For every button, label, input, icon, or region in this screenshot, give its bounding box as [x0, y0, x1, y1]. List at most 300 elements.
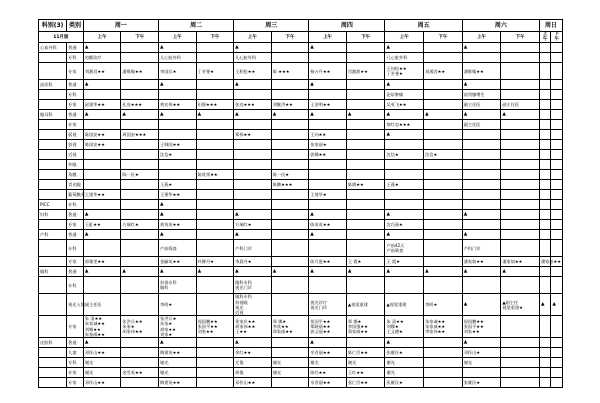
header-day-1: 周一 [83, 20, 158, 32]
schedule-cell: 郑 娜★ 李欣★★ 郑家威★★ [271, 316, 309, 338]
schedule-cell [346, 140, 385, 150]
schedule-cell: 刘湘君★★ [83, 63, 121, 80]
header-pm: 下午 [501, 32, 540, 43]
schedule-cell: 余红★★ [234, 348, 272, 358]
schedule-cell [539, 277, 550, 294]
schedule-cell: 金雪英★★ [121, 368, 159, 378]
schedule-cell [309, 277, 347, 294]
schedule-cell: ▲ [539, 294, 550, 316]
schedule-cell: 黎红忠★★★ [385, 120, 424, 130]
schedule-cell: 谢光 [271, 368, 309, 378]
schedule-cell [83, 160, 121, 170]
schedule-cell [501, 277, 540, 294]
schedule-cell [121, 80, 159, 90]
schedule-cell: 王虹★★ [83, 220, 121, 230]
category-cell: 视光入镜 [67, 294, 84, 316]
header-am: 上午 [83, 32, 121, 43]
schedule-cell [121, 180, 159, 190]
dept-cell [39, 120, 67, 130]
schedule-cell: 李明★ [424, 294, 463, 316]
schedule-cell [346, 120, 385, 130]
schedule-cell: ▲ [159, 338, 197, 348]
category-cell: 专家 [67, 378, 84, 388]
schedule-cell [346, 80, 385, 90]
header-pm: 下午 [196, 32, 234, 43]
schedule-cell [234, 190, 272, 200]
schedule-cell: ▲ [271, 110, 309, 120]
schedule-cell [234, 90, 272, 100]
schedule-cell: 孔亮★★★ [121, 100, 159, 110]
schedule-cell [551, 43, 563, 53]
schedule-cell [234, 180, 272, 190]
schedule-cell: 潘维翰★★ [462, 63, 501, 80]
schedule-cell [385, 160, 424, 170]
table-row [39, 368, 563, 378]
table-row [39, 150, 563, 160]
schedule-cell [196, 210, 234, 220]
schedule-cell [551, 368, 563, 378]
schedule-cell [196, 230, 234, 240]
dept-cell [39, 190, 67, 200]
dept-cell: 产科 [39, 230, 67, 240]
schedule-cell [196, 180, 234, 190]
dept-cell [39, 378, 67, 388]
schedule-cell [83, 180, 121, 190]
schedule-cell [539, 170, 550, 180]
schedule-cell [196, 90, 234, 100]
schedule-cell [196, 358, 234, 368]
schedule-table [38, 19, 563, 388]
category-cell: 外眼 [67, 160, 84, 170]
schedule-cell: 陈 ★★★ [271, 63, 309, 80]
schedule-cell: ▲ [424, 110, 463, 120]
schedule-cell: 朱 清★★ 刘娜★ 王文德★ [385, 316, 424, 338]
schedule-cell [501, 378, 540, 388]
schedule-cell: ▲ [83, 110, 121, 120]
table-row [39, 338, 563, 348]
schedule-cell [551, 130, 563, 140]
schedule-cell [539, 110, 550, 120]
schedule-cell: ▲ [234, 80, 272, 90]
schedule-cell [551, 80, 563, 90]
header-am: 上午 [234, 32, 272, 43]
schedule-cell [551, 190, 563, 200]
schedule-cell [346, 90, 385, 100]
dept-cell [39, 90, 67, 100]
header-pm: 下午 [424, 32, 463, 43]
schedule-cell: 张亮★★★ [234, 100, 272, 110]
schedule-cell [121, 277, 159, 294]
schedule-cell [309, 200, 347, 210]
category-cell: 弱视 [67, 130, 84, 140]
schedule-cell: 金嗣英★★ [159, 257, 197, 267]
category-cell: 专家 [67, 100, 84, 110]
schedule-cell: 张洪兵★★ 朱家★ 胡家伟★★ [121, 316, 159, 338]
schedule-cell: 周国安★★★ [121, 130, 159, 140]
schedule-cell: 辛晋丽★★ [309, 378, 347, 388]
schedule-cell: ▲ [234, 43, 272, 53]
schedule-cell [501, 316, 540, 338]
schedule-cell: ▲视觉重建 [346, 294, 385, 316]
schedule-cell [551, 378, 563, 388]
schedule-cell: 眼科专科 斜视眼 视光 近视 [234, 294, 272, 316]
schedule-cell: 潘维翰★★ [121, 63, 159, 80]
schedule-cell [539, 230, 550, 240]
schedule-cell [234, 200, 272, 210]
schedule-cell [346, 130, 385, 140]
category-cell: 专科 [67, 277, 84, 294]
category-cell: 专家 [67, 63, 84, 80]
header-day-7: 周日 [539, 20, 562, 32]
schedule-cell: 王 霞★ [346, 257, 385, 267]
schedule-cell: ▲ [462, 294, 501, 316]
schedule-cell [346, 240, 385, 257]
schedule-cell [424, 230, 463, 240]
schedule-cell [551, 110, 563, 120]
schedule-cell [309, 120, 347, 130]
schedule-cell: 张国平★★ 郑晓丽★★ 郭文丽★★ [309, 316, 347, 338]
schedule-cell: 潘家如★★ [539, 257, 550, 267]
schedule-cell [385, 170, 424, 180]
schedule-cell: ▲ [83, 43, 121, 53]
schedule-cell: 田强★★★ [196, 100, 234, 110]
table-row [39, 63, 563, 80]
schedule-cell [539, 140, 550, 150]
schedule-cell [196, 277, 234, 294]
schedule-cell [539, 160, 550, 170]
dept-cell: 妇科 [39, 210, 67, 220]
schedule-cell [196, 294, 234, 316]
schedule-cell: 泌尿肿瘤 [385, 90, 424, 100]
schedule-cell [424, 257, 463, 267]
schedule-cell [501, 348, 540, 358]
schedule-cell: 王向★★ [309, 130, 347, 140]
schedule-cell [551, 53, 563, 63]
dept-cell: 心血外科 [39, 43, 67, 53]
schedule-cell [551, 180, 563, 190]
schedule-cell [121, 120, 159, 130]
schedule-cell [271, 240, 309, 257]
schedule-cell: ▲ [121, 267, 159, 277]
schedule-cell: 邓怀山★★ [83, 348, 121, 358]
schedule-cell [462, 53, 501, 63]
schedule-cell: 王积松★★ [234, 63, 272, 80]
schedule-cell: ▲ [159, 267, 197, 277]
schedule-cell [501, 80, 540, 90]
table-row [39, 140, 563, 150]
schedule-cell: 邓怀山★★ [234, 378, 272, 388]
header-pm: 下午 [271, 32, 309, 43]
schedule-cell [271, 130, 309, 140]
schedule-cell: ▲ [159, 80, 197, 90]
schedule-cell [271, 338, 309, 348]
category-cell: 专科 [67, 240, 84, 257]
schedule-cell [539, 120, 550, 130]
schedule-cell [424, 140, 463, 150]
schedule-cell [271, 80, 309, 90]
schedule-cell: ▲ [501, 110, 540, 120]
header-pm-vertical: 下 午 [551, 32, 563, 43]
header-type: 类别 [67, 20, 84, 32]
table-row [39, 358, 563, 368]
schedule-cell [159, 90, 197, 100]
schedule-cell [121, 150, 159, 160]
schedule-cell: 谢光 [462, 358, 501, 368]
schedule-cell: 张仁臣★★ [346, 378, 385, 388]
schedule-cell [385, 140, 424, 150]
schedule-cell [462, 130, 501, 140]
schedule-cell: 邓怀山★ [462, 348, 501, 358]
schedule-cell [424, 240, 463, 257]
dept-cell [39, 316, 67, 338]
schedule-cell [501, 180, 540, 190]
schedule-cell: ▲ [271, 267, 309, 277]
schedule-cell: 儿心脏外科 [385, 53, 424, 63]
schedule-cell [196, 240, 234, 257]
schedule-cell [346, 220, 385, 230]
schedule-cell: ▲ [83, 338, 121, 348]
schedule-cell [551, 200, 563, 210]
schedule-cell [271, 200, 309, 210]
schedule-cell: 刘继洪★★ [271, 100, 309, 110]
schedule-cell [539, 53, 550, 63]
schedule-cell [83, 170, 121, 180]
schedule-cell [121, 190, 159, 200]
schedule-cell [424, 43, 463, 53]
schedule-cell: 房颤治疗 [83, 53, 121, 63]
schedule-cell [346, 53, 385, 63]
dept-cell [39, 150, 67, 160]
dept-cell: PICC [39, 200, 67, 210]
schedule-cell: ▲ [385, 130, 424, 140]
schedule-cell: ▲ [159, 200, 197, 210]
category-cell: 专科 [67, 53, 84, 63]
schedule-cell [121, 378, 159, 388]
table-row [39, 130, 563, 140]
schedule-cell: ▲ [309, 43, 347, 53]
schedule-cell: ▲ [234, 230, 272, 240]
schedule-cell [196, 160, 234, 170]
schedule-cell: 陈耕★★ [346, 180, 385, 190]
schedule-cell [462, 160, 501, 170]
schedule-cell [234, 140, 272, 150]
schedule-cell: 张洪兵★ 朱家★ 胡家★★ 刘家★ [159, 316, 197, 338]
header-am: 上午 [309, 32, 347, 43]
category-cell: 普通 [67, 267, 84, 277]
schedule-cell: ▲ [159, 210, 197, 220]
schedule-cell [424, 210, 463, 220]
header-am: 上午 [385, 32, 424, 43]
schedule-cell: 谢光 [83, 368, 121, 378]
schedule-cell: 产前筛查 [159, 240, 197, 257]
category-cell: 专家 [67, 220, 84, 230]
schedule-cell [424, 100, 463, 110]
category-cell: 专科 [67, 200, 84, 210]
schedule-cell: 儿心脏外科 [159, 53, 197, 63]
dept-cell [39, 277, 67, 294]
schedule-cell [346, 150, 385, 160]
schedule-cell [121, 348, 159, 358]
table-row [39, 294, 563, 316]
schedule-cell [501, 240, 540, 257]
schedule-cell: 吴英飞★★ [385, 100, 424, 110]
dept-cell [39, 63, 67, 80]
schedule-cell [539, 368, 550, 378]
schedule-cell [539, 338, 550, 348]
schedule-cell: 陶建英★★ [159, 348, 197, 358]
schedule-cell [196, 220, 234, 230]
schedule-cell [424, 53, 463, 63]
schedule-cell: ▲ [234, 210, 272, 220]
schedule-cell [121, 43, 159, 53]
schedule-cell: ▲ [462, 267, 501, 277]
schedule-cell [539, 348, 550, 358]
schedule-cell: ▲ [159, 110, 197, 120]
schedule-cell [83, 150, 121, 160]
schedule-cell: 肖湘波★★ [346, 63, 385, 80]
schedule-cell: 视国鹏★★ 张国平★★ 刘家★★ [196, 316, 234, 338]
schedule-cell [121, 210, 159, 220]
schedule-cell [346, 277, 385, 294]
schedule-cell: 李明★ [159, 294, 197, 316]
schedule-cell: ▲ [551, 294, 563, 316]
category-cell: 普通 [67, 210, 84, 220]
category-cell: 普通 [67, 43, 84, 53]
schedule-cell: 辛晋丽★★ [309, 348, 347, 358]
schedule-cell [501, 210, 540, 220]
schedule-cell [462, 277, 501, 294]
schedule-cell: ▲ [385, 267, 424, 277]
schedule-cell [121, 230, 159, 240]
schedule-cell [196, 378, 234, 388]
dept-cell: 眼科 [39, 267, 67, 277]
dept-cell: 眼耳科 [39, 110, 67, 120]
schedule-cell: 陈鹏★★★ [271, 180, 309, 190]
schedule-cell: ▲ [196, 267, 234, 277]
schedule-cell: 王何松★★ 丁芳斐★ [385, 63, 424, 80]
schedule-cell: 谢光 [385, 368, 424, 378]
schedule-cell: 产前42天 产前筛查 [385, 240, 424, 257]
category-cell: 普通 [67, 338, 84, 348]
schedule-cell: 斜视专科 眼科 [159, 277, 197, 294]
schedule-cell [539, 80, 550, 90]
schedule-cell [385, 190, 424, 200]
schedule-cell [551, 120, 563, 130]
schedule-cell [424, 277, 463, 294]
schedule-cell: 副主任医 [83, 294, 121, 316]
schedule-cell: 陈欣荣★★ [196, 170, 234, 180]
schedule-cell [159, 170, 197, 180]
schedule-cell [501, 220, 540, 230]
schedule-cell: 陈月庭★★ [309, 257, 347, 267]
dept-cell: 皮肤科 [39, 338, 67, 348]
schedule-cell [539, 43, 550, 53]
schedule-cell [196, 140, 234, 150]
dept-cell [39, 220, 67, 230]
category-cell: 专科 [67, 90, 84, 100]
schedule-cell: ▲ [159, 43, 197, 53]
schedule-cell [309, 240, 347, 257]
schedule-cell [309, 170, 347, 180]
header-am-vertical: 上 午 [539, 32, 550, 43]
schedule-cell: 陶建英★★ [159, 378, 197, 388]
schedule-cell: 沈信★ [424, 150, 463, 160]
schedule-cell [271, 220, 309, 230]
table-row [39, 180, 563, 190]
category-cell: 专家 [67, 316, 84, 338]
schedule-cell [424, 200, 463, 210]
schedule-cell [271, 190, 309, 200]
header-dept: 科别(3) [39, 20, 67, 32]
schedule-body [39, 43, 563, 388]
schedule-cell [501, 140, 540, 150]
schedule-cell [346, 338, 385, 348]
schedule-cell [424, 358, 463, 368]
table-row [39, 210, 563, 220]
schedule-cell [501, 63, 540, 80]
schedule-cell: 朱家诚★★ 朱家威★★ 李家伟★★ [424, 316, 463, 338]
schedule-cell [121, 160, 159, 170]
category-cell: 近视 [67, 150, 84, 160]
schedule-cell [424, 80, 463, 90]
schedule-cell [271, 140, 309, 150]
schedule-cell [424, 160, 463, 170]
schedule-cell [501, 358, 540, 368]
schedule-cell: 王建华★ [309, 190, 347, 200]
schedule-cell [346, 190, 385, 200]
schedule-cell [462, 200, 501, 210]
schedule-cell: 副主任医 [462, 100, 501, 110]
schedule-cell [462, 140, 501, 150]
schedule-cell: ▲ [121, 110, 159, 120]
schedule-cell: 眼科专科 视光门诊 [234, 277, 272, 294]
schedule-cell: 李晨丹★ [234, 257, 272, 267]
dept-cell [39, 100, 67, 110]
schedule-cell: 潘家如★★ [501, 257, 540, 267]
schedule-cell [424, 378, 463, 388]
schedule-cell: 邱建华★★ [83, 100, 121, 110]
schedule-cell [551, 150, 563, 160]
category-cell: 专家 [67, 257, 84, 267]
schedule-cell [462, 150, 501, 160]
schedule-cell [462, 220, 501, 230]
dept-cell [39, 140, 67, 150]
schedule-cell [501, 368, 540, 378]
category-cell: 普通 [67, 110, 84, 120]
schedule-cell [551, 348, 563, 358]
schedule-cell: 王韩国★★ [159, 140, 197, 150]
category-cell: 普通 [67, 80, 84, 90]
schedule-cell: ▲ [462, 43, 501, 53]
schedule-cell [346, 200, 385, 210]
schedule-cell [159, 160, 197, 170]
schedule-cell: 叶柳丹★ [196, 257, 234, 267]
schedule-cell [551, 267, 563, 277]
schedule-cell: ▲ [424, 267, 463, 277]
schedule-table-wrapper [38, 19, 563, 387]
schedule-cell [424, 130, 463, 140]
schedule-cell: 邓怀山★★ [83, 378, 121, 388]
schedule-cell: 方瑞红★ [121, 220, 159, 230]
schedule-cell: ▲ [234, 267, 272, 277]
schedule-cell: 李国宾★ [159, 63, 197, 80]
schedule-cell [501, 120, 540, 130]
schedule-cell: ▲ [309, 267, 347, 277]
schedule-cell [501, 43, 540, 53]
schedule-cell [501, 338, 540, 348]
schedule-cell: 视国鹏★★ 张国平★★ 刘家★★ [462, 316, 501, 338]
schedule-cell: 王燕★ [159, 180, 197, 190]
